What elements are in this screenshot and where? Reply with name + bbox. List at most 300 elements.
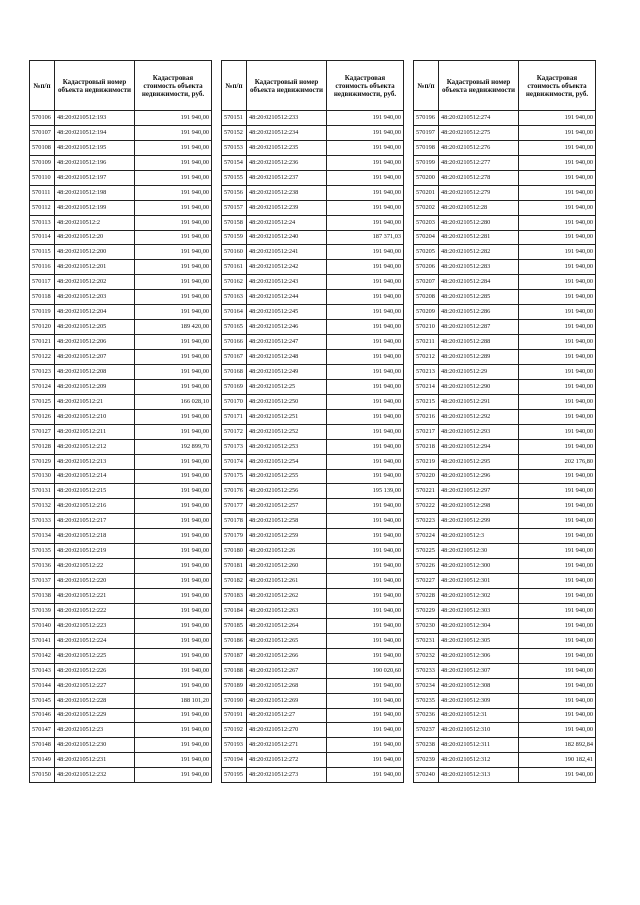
cadastral-number: 48:20:0210512:288 [439,335,519,350]
cadastral-value: 191 940,00 [327,469,404,484]
cadastral-value: 191 940,00 [135,499,212,514]
cadastral-number: 48:20:0210512:197 [55,170,135,185]
table-row [30,469,212,484]
cadastral-number: 48:20:0210512:230 [55,738,135,753]
cadastral-value: 191 940,00 [327,305,404,320]
cadastral-number: 48:20:0210512:232 [55,768,135,783]
table-row [414,424,596,439]
cadastral-number: 48:20:0210512:244 [247,290,327,305]
cadastral-value: 191 940,00 [135,155,212,170]
row-number: 570116 [30,260,55,275]
row-number: 570171 [222,409,247,424]
table-row [30,454,212,469]
cadastral-value: 191 940,00 [135,708,212,723]
row-number: 570138 [30,589,55,604]
row-number: 570132 [30,499,55,514]
row-number: 570133 [30,514,55,529]
table-row [30,693,212,708]
table-row [30,290,212,305]
table-row [222,409,404,424]
table-row [222,170,404,185]
row-number: 570117 [30,275,55,290]
cadastral-value: 191 940,00 [135,738,212,753]
table-row [414,648,596,663]
table-row [222,439,404,454]
cadastral-number: 48:20:0210512:226 [55,663,135,678]
cadastral-number: 48:20:0210512:209 [55,379,135,394]
cadastral-number: 48:20:0210512:22 [55,559,135,574]
table-row [30,603,212,618]
cadastral-number: 48:20:0210512:262 [247,589,327,604]
row-number: 570145 [30,693,55,708]
table-header-row [30,61,212,111]
cadastral-value: 191 940,00 [519,499,596,514]
row-number: 570223 [414,514,439,529]
table-row [414,574,596,589]
cadastral-value: 188 101,20 [135,693,212,708]
cadastral-number: 48:20:0210512:31 [439,708,519,723]
cadastral-number: 48:20:0210512:252 [247,424,327,439]
row-number: 570198 [414,140,439,155]
cadastral-number: 48:20:0210512:239 [247,200,327,215]
cadastral-number: 48:20:0210512:289 [439,350,519,365]
row-number: 570160 [222,245,247,260]
table-row [30,305,212,320]
table-row [30,185,212,200]
table-row [414,320,596,335]
cadastral-value: 191 940,00 [135,335,212,350]
cadastral-value: 191 940,00 [135,484,212,499]
cadastral-number: 48:20:0210512:213 [55,454,135,469]
table-row [222,529,404,544]
row-number: 570195 [222,768,247,783]
table-row [222,633,404,648]
cadastral-value: 191 940,00 [519,424,596,439]
cadastral-value: 191 940,00 [135,230,212,245]
table-row [30,648,212,663]
cadastral-number: 48:20:0210512:267 [247,663,327,678]
row-number: 570179 [222,529,247,544]
row-number: 570153 [222,140,247,155]
table-row [222,678,404,693]
cadastral-value: 191 940,00 [519,708,596,723]
cadastral-value: 191 940,00 [327,200,404,215]
cadastral-value: 191 940,00 [135,589,212,604]
cadastral-number: 48:20:0210512:223 [55,618,135,633]
cadastral-value: 191 940,00 [327,559,404,574]
row-number: 570148 [30,738,55,753]
table-row [414,409,596,424]
cadastral-value: 191 940,00 [327,424,404,439]
row-number: 570184 [222,603,247,618]
cadastral-value: 191 940,00 [519,155,596,170]
row-number: 570235 [414,693,439,708]
table-row [30,723,212,738]
cadastral-value: 191 940,00 [327,439,404,454]
header-cadastral-value: Кадастровая стоимость объекта недвижимости, руб. [519,61,596,111]
row-number: 570106 [30,111,55,126]
cadastral-number: 48:20:0210512:247 [247,335,327,350]
row-number: 570192 [222,723,247,738]
table-row [222,768,404,783]
cadastral-value: 191 940,00 [519,574,596,589]
cadastral-value: 190 020,60 [327,663,404,678]
cadastral-value: 191 940,00 [135,245,212,260]
row-number: 570129 [30,454,55,469]
cadastral-number: 48:20:0210512:254 [247,454,327,469]
cadastral-value: 191 940,00 [135,529,212,544]
cadastral-value: 182 892,84 [519,738,596,753]
table-row [30,335,212,350]
cadastral-number: 48:20:0210512:274 [439,111,519,126]
row-number: 570120 [30,320,55,335]
cadastral-number: 48:20:0210512:296 [439,469,519,484]
table-row [30,768,212,783]
table-row [414,275,596,290]
cadastral-number: 48:20:0210512:264 [247,618,327,633]
table-row [30,260,212,275]
row-number: 570209 [414,305,439,320]
cadastral-value: 191 940,00 [327,753,404,768]
row-number: 570236 [414,708,439,723]
cadastral-value: 191 940,00 [327,215,404,230]
row-number: 570134 [30,529,55,544]
row-number: 570208 [414,290,439,305]
cadastral-number: 48:20:0210512:304 [439,618,519,633]
table-row [414,260,596,275]
cadastral-number: 48:20:0210512:228 [55,693,135,708]
cadastral-value: 191 940,00 [519,275,596,290]
cadastral-number: 48:20:0210512:208 [55,364,135,379]
cadastral-number: 48:20:0210512:219 [55,544,135,559]
cadastral-number: 48:20:0210512:30 [439,544,519,559]
row-number: 570197 [414,125,439,140]
cadastral-value: 191 940,00 [519,305,596,320]
header-cadastral-number: Кадастровый номер объекта недвижимости [439,61,519,111]
table-row [222,484,404,499]
cadastral-value: 191 940,00 [327,275,404,290]
row-number: 570218 [414,439,439,454]
row-number: 570228 [414,589,439,604]
cadastral-value: 195 139,00 [327,484,404,499]
row-number: 570149 [30,753,55,768]
table-row [222,559,404,574]
cadastral-value: 191 940,00 [135,648,212,663]
cadastral-value: 191 940,00 [519,768,596,783]
cadastral-number: 48:20:0210512:216 [55,499,135,514]
table-row [414,633,596,648]
cadastral-value: 191 940,00 [327,379,404,394]
cadastral-value: 191 940,00 [519,409,596,424]
table-row [30,439,212,454]
row-number: 570139 [30,603,55,618]
cadastral-number: 48:20:0210512:27 [247,708,327,723]
cadastral-number: 48:20:0210512:309 [439,693,519,708]
table-row [222,350,404,365]
cadastral-value: 191 940,00 [519,648,596,663]
cadastral-number: 48:20:0210512:243 [247,275,327,290]
row-number: 570182 [222,574,247,589]
cadastral-value: 191 940,00 [519,618,596,633]
cadastral-value: 191 940,00 [327,394,404,409]
table-row [414,155,596,170]
table-row [414,514,596,529]
table-row [30,379,212,394]
cadastral-value: 191 940,00 [135,140,212,155]
row-number: 570211 [414,335,439,350]
row-number: 570233 [414,663,439,678]
row-number: 570214 [414,379,439,394]
table-header-row [222,61,404,111]
row-number: 570108 [30,140,55,155]
cadastral-number: 48:20:0210512:282 [439,245,519,260]
cadastral-value: 191 940,00 [327,768,404,783]
table-row [414,618,596,633]
table-row [30,140,212,155]
table-row [222,200,404,215]
table-row [30,499,212,514]
table-row [222,574,404,589]
row-number: 570217 [414,424,439,439]
table-row [222,320,404,335]
cadastral-number: 48:20:0210512:248 [247,350,327,365]
cadastral-value: 191 940,00 [519,125,596,140]
cadastral-value: 191 940,00 [519,589,596,604]
table-row [414,469,596,484]
table-row [222,663,404,678]
cadastral-number: 48:20:0210512:229 [55,708,135,723]
cadastral-number: 48:20:0210512:236 [247,155,327,170]
table-row [30,574,212,589]
row-number: 570207 [414,275,439,290]
cadastral-number: 48:20:0210512:207 [55,350,135,365]
header-cadastral-value: Кадастровая стоимость объекта недвижимости, руб. [135,61,212,111]
table-row [414,170,596,185]
cadastral-value: 191 940,00 [327,708,404,723]
row-number: 570137 [30,574,55,589]
cadastral-number: 48:20:0210512:255 [247,469,327,484]
cadastral-number: 48:20:0210512:265 [247,633,327,648]
table-row [414,693,596,708]
cadastral-value: 191 940,00 [135,678,212,693]
row-number: 570220 [414,469,439,484]
table-row [222,469,404,484]
table-row [414,350,596,365]
cadastral-value: 191 940,00 [327,544,404,559]
cadastral-value: 191 940,00 [519,603,596,618]
row-number: 570238 [414,738,439,753]
table-row [30,708,212,723]
cadastral-value: 191 940,00 [135,260,212,275]
cadastral-number: 48:20:0210512:193 [55,111,135,126]
cadastral-number: 48:20:0210512:224 [55,633,135,648]
cadastral-value: 191 940,00 [135,185,212,200]
row-number: 570114 [30,230,55,245]
cadastral-value: 191 940,00 [327,245,404,260]
row-number: 570194 [222,753,247,768]
table-row [222,424,404,439]
table-row [414,603,596,618]
table-row [30,125,212,140]
row-number: 570216 [414,409,439,424]
table-row [30,678,212,693]
cadastral-number: 48:20:0210512:225 [55,648,135,663]
row-number: 570181 [222,559,247,574]
cadastral-value: 191 940,00 [135,364,212,379]
row-number: 570154 [222,155,247,170]
row-number: 570232 [414,648,439,663]
row-number: 570111 [30,185,55,200]
cadastral-value: 191 940,00 [519,140,596,155]
table-row [414,305,596,320]
cadastral-value: 189 420,00 [135,320,212,335]
cadastral-number: 48:20:0210512:249 [247,364,327,379]
table-row [222,394,404,409]
row-number: 570168 [222,364,247,379]
row-number: 570222 [414,499,439,514]
cadastral-number: 48:20:0210512:271 [247,738,327,753]
row-number: 570136 [30,559,55,574]
row-number: 570196 [414,111,439,126]
table-row [222,648,404,663]
row-number: 570213 [414,364,439,379]
table-row [30,409,212,424]
table-row [222,723,404,738]
cadastral-value: 191 940,00 [327,589,404,604]
row-number: 570109 [30,155,55,170]
cadastral-value: 191 940,00 [135,424,212,439]
cadastral-number: 48:20:0210512:199 [55,200,135,215]
cadastral-value: 191 940,00 [519,350,596,365]
header-num: №п/п [30,61,55,111]
table-row [30,320,212,335]
cadastral-value: 191 940,00 [519,663,596,678]
cadastral-value: 191 940,00 [135,125,212,140]
cadastral-value: 191 940,00 [519,514,596,529]
row-number: 570230 [414,618,439,633]
cadastral-number: 48:20:0210512:272 [247,753,327,768]
row-number: 570187 [222,648,247,663]
cadastral-value: 191 940,00 [519,290,596,305]
cadastral-value: 191 940,00 [327,678,404,693]
cadastral-value: 191 940,00 [327,350,404,365]
cadastral-value: 191 940,00 [135,409,212,424]
row-number: 570172 [222,424,247,439]
cadastral-value: 191 940,00 [327,574,404,589]
cadastral-number: 48:20:0210512:215 [55,484,135,499]
cadastral-number: 48:20:0210512:292 [439,409,519,424]
row-number: 570155 [222,170,247,185]
table-row [414,125,596,140]
row-number: 570231 [414,633,439,648]
cadastral-number: 48:20:0210512:29 [439,364,519,379]
table-row [222,245,404,260]
row-number: 570180 [222,544,247,559]
table-row [414,335,596,350]
cadastral-value: 191 940,00 [135,379,212,394]
row-number: 570135 [30,544,55,559]
cadastral-number: 48:20:0210512:221 [55,589,135,604]
cadastral-number: 48:20:0210512:196 [55,155,135,170]
cadastral-number: 48:20:0210512:214 [55,469,135,484]
cadastral-number: 48:20:0210512:306 [439,648,519,663]
row-number: 570178 [222,514,247,529]
cadastral-value: 202 176,80 [519,454,596,469]
row-number: 570107 [30,125,55,140]
table-row [30,424,212,439]
cadastral-value: 191 940,00 [135,469,212,484]
cadastral-number: 48:20:0210512:202 [55,275,135,290]
table-row [222,708,404,723]
cadastral-number: 48:20:0210512:305 [439,633,519,648]
cadastral-value: 191 940,00 [519,379,596,394]
table-row [222,290,404,305]
table-row [222,454,404,469]
cadastral-value: 191 940,00 [519,185,596,200]
table-row [30,394,212,409]
cadastral-number: 48:20:0210512:231 [55,753,135,768]
cadastral-number: 48:20:0210512:312 [439,753,519,768]
cadastral-value: 191 940,00 [327,320,404,335]
table-row [222,185,404,200]
table-row [414,364,596,379]
cadastral-number: 48:20:0210512:28 [439,200,519,215]
cadastral-value: 191 940,00 [327,633,404,648]
cadastral-number: 48:20:0210512:24 [247,215,327,230]
header-cadastral-number: Кадастровый номер объекта недвижимости [55,61,135,111]
table-row [30,663,212,678]
row-number: 570204 [414,230,439,245]
row-number: 570156 [222,185,247,200]
cadastral-value: 191 940,00 [519,723,596,738]
cadastral-value: 191 940,00 [519,484,596,499]
table-row [222,260,404,275]
cadastral-number: 48:20:0210512:218 [55,529,135,544]
row-number: 570121 [30,335,55,350]
cadastral-number: 48:20:0210512:251 [247,409,327,424]
cadastral-number: 48:20:0210512:268 [247,678,327,693]
cadastral-value: 191 940,00 [135,111,212,126]
cadastral-number: 48:20:0210512:313 [439,768,519,783]
cadastral-number: 48:20:0210512:26 [247,544,327,559]
cadastral-value: 190 182,41 [519,753,596,768]
cadastral-value: 191 940,00 [135,215,212,230]
cadastral-value: 191 940,00 [327,111,404,126]
row-number: 570157 [222,200,247,215]
table-row [222,125,404,140]
cadastral-value: 191 940,00 [135,275,212,290]
row-number: 570188 [222,663,247,678]
cadastral-value: 191 940,00 [519,245,596,260]
row-number: 570140 [30,618,55,633]
table-row [414,768,596,783]
cadastral-number: 48:20:0210512:259 [247,529,327,544]
table-row [414,111,596,126]
table-row [414,738,596,753]
table-row [222,305,404,320]
cadastral-value: 191 940,00 [327,125,404,140]
cadastral-value: 191 940,00 [519,170,596,185]
cadastral-number: 48:20:0210512:263 [247,603,327,618]
cadastral-number: 48:20:0210512:270 [247,723,327,738]
table-row [414,379,596,394]
row-number: 570163 [222,290,247,305]
table-row [414,454,596,469]
cadastral-number: 48:20:0210512:233 [247,111,327,126]
cadastral-number: 48:20:0210512:276 [439,140,519,155]
cadastral-number: 48:20:0210512:210 [55,409,135,424]
cadastral-table-2 [221,60,404,783]
